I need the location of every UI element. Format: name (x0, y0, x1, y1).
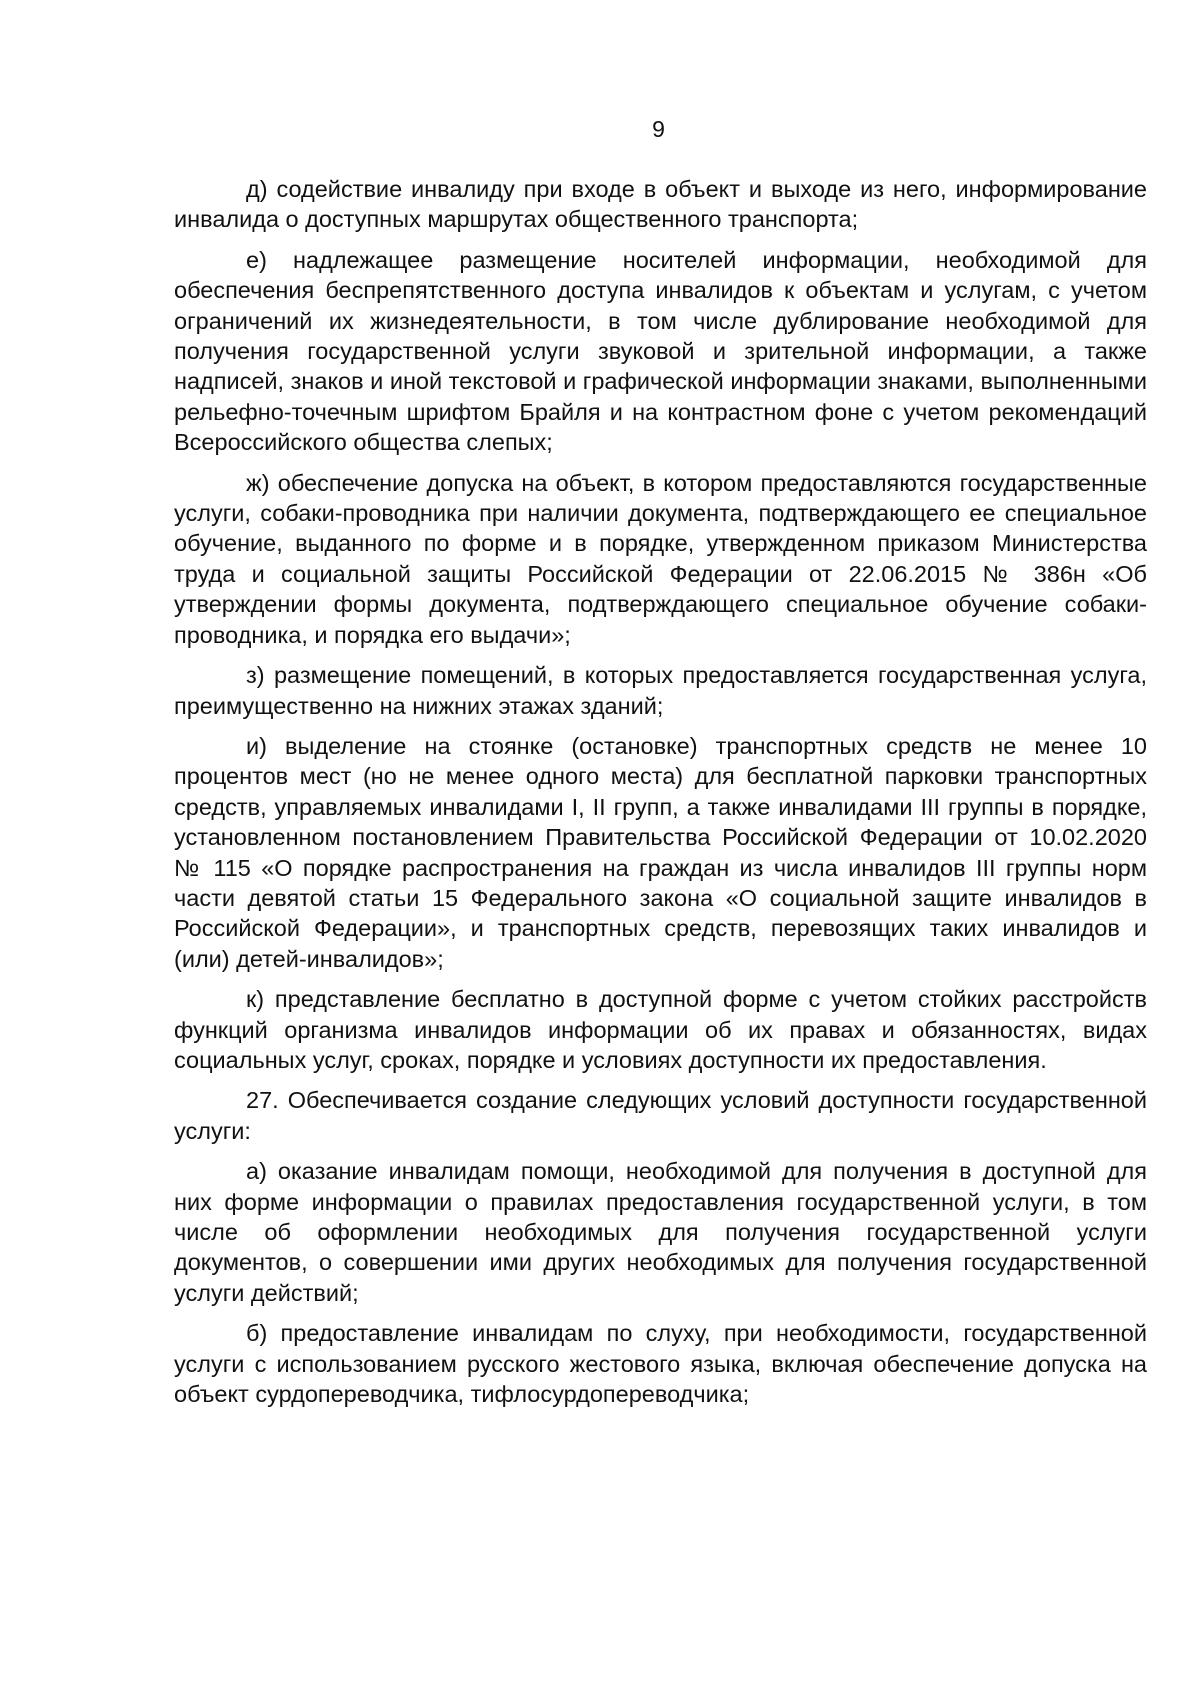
paragraph-27: 27. Обеспечивается создание следующих условий доступности государственной услуги: (174, 1087, 1147, 1144)
paragraph-e: е) надлежащее размещение носителей информации, необходимой для обеспечения беспрепятственного доступа инвалидов к объектам и услугам, с учетом ограничений их жизнедеятельности, в том числе дублирование необходимой для получения государственной услуги звуковой и зрительной информации, а также надписей, знаков и иной текстовой и графической информации знаками, выполненными рельефно-точечным шрифтом Брайля и на контрастном фоне с учетом рекомендаций Всероссийского общества слепых; (174, 246, 1147, 456)
paragraph-i: и) выделение на стоянке (остановке) транспортных средств не менее 10 процентов мест (но не менее одного места) для бесплатной парковки транспортных средств, управляемых инвалидами I, II групп, а также инвалидами III группы в порядке, установленном постановлением Правительства Российской Федерации от 10.02.2020 № 115 «О порядке распространения на граждан из числа инвалидов III группы норм части девятой статьи 15 Федерального закона «О социальной защите инвалидов в Российской Федерации», и транспортных средств, перевозящих таких инвалидов и (или) детей-инвалидов»; (174, 732, 1147, 972)
paragraph-a: а) оказание инвалидам помощи, необходимой для получения в доступной для них форме информации о правилах предоставления государственной услуги, в том числе об оформлении необходимых для получения государственной услуги документов, о совершении ими других необходимых для получения государственной услуги действий; (174, 1158, 1147, 1306)
document-body (174, 174, 1147, 1419)
page-number: 9 (652, 116, 665, 142)
paragraph-z: з) размещение помещений, в которых предоставляется государственная услуга, преимущественно на нижних этажах зданий; (174, 662, 1147, 719)
paragraph-zh: ж) обеспечение допуска на объект, в котором предоставляются государственные услуги, собаки-проводника при наличии документа, подтверждающего ее специальное обучение, выданного по форме и в порядке, утвержденном приказом Министерства труда и социальной защиты Российской Федерации от 22.06.2015 № 386н «Об утверждении формы документа, подтверждающего специальное обучение собаки-проводника, и порядка его выдачи»; (174, 469, 1147, 648)
paragraph-k: к) представление бесплатно в доступной форме с учетом стойких расстройств функций организма инвалидов информации об их правах и обязанностях, видах социальных услуг, сроках, порядке и условиях доступности их предоставления. (174, 986, 1147, 1073)
paragraph-b: б) предоставление инвалидам по слуху, при необходимости, государственной услуги с использованием русского жестового языка, включая обеспечение допуска на объект сурдопереводчика, тифлосурдопереводчика; (174, 1320, 1147, 1408)
paragraph-d: д) содействие инвалиду при входе в объект и выходе из него, информирование инвалида о доступных маршрутах общественного транспорта; (174, 176, 1147, 233)
